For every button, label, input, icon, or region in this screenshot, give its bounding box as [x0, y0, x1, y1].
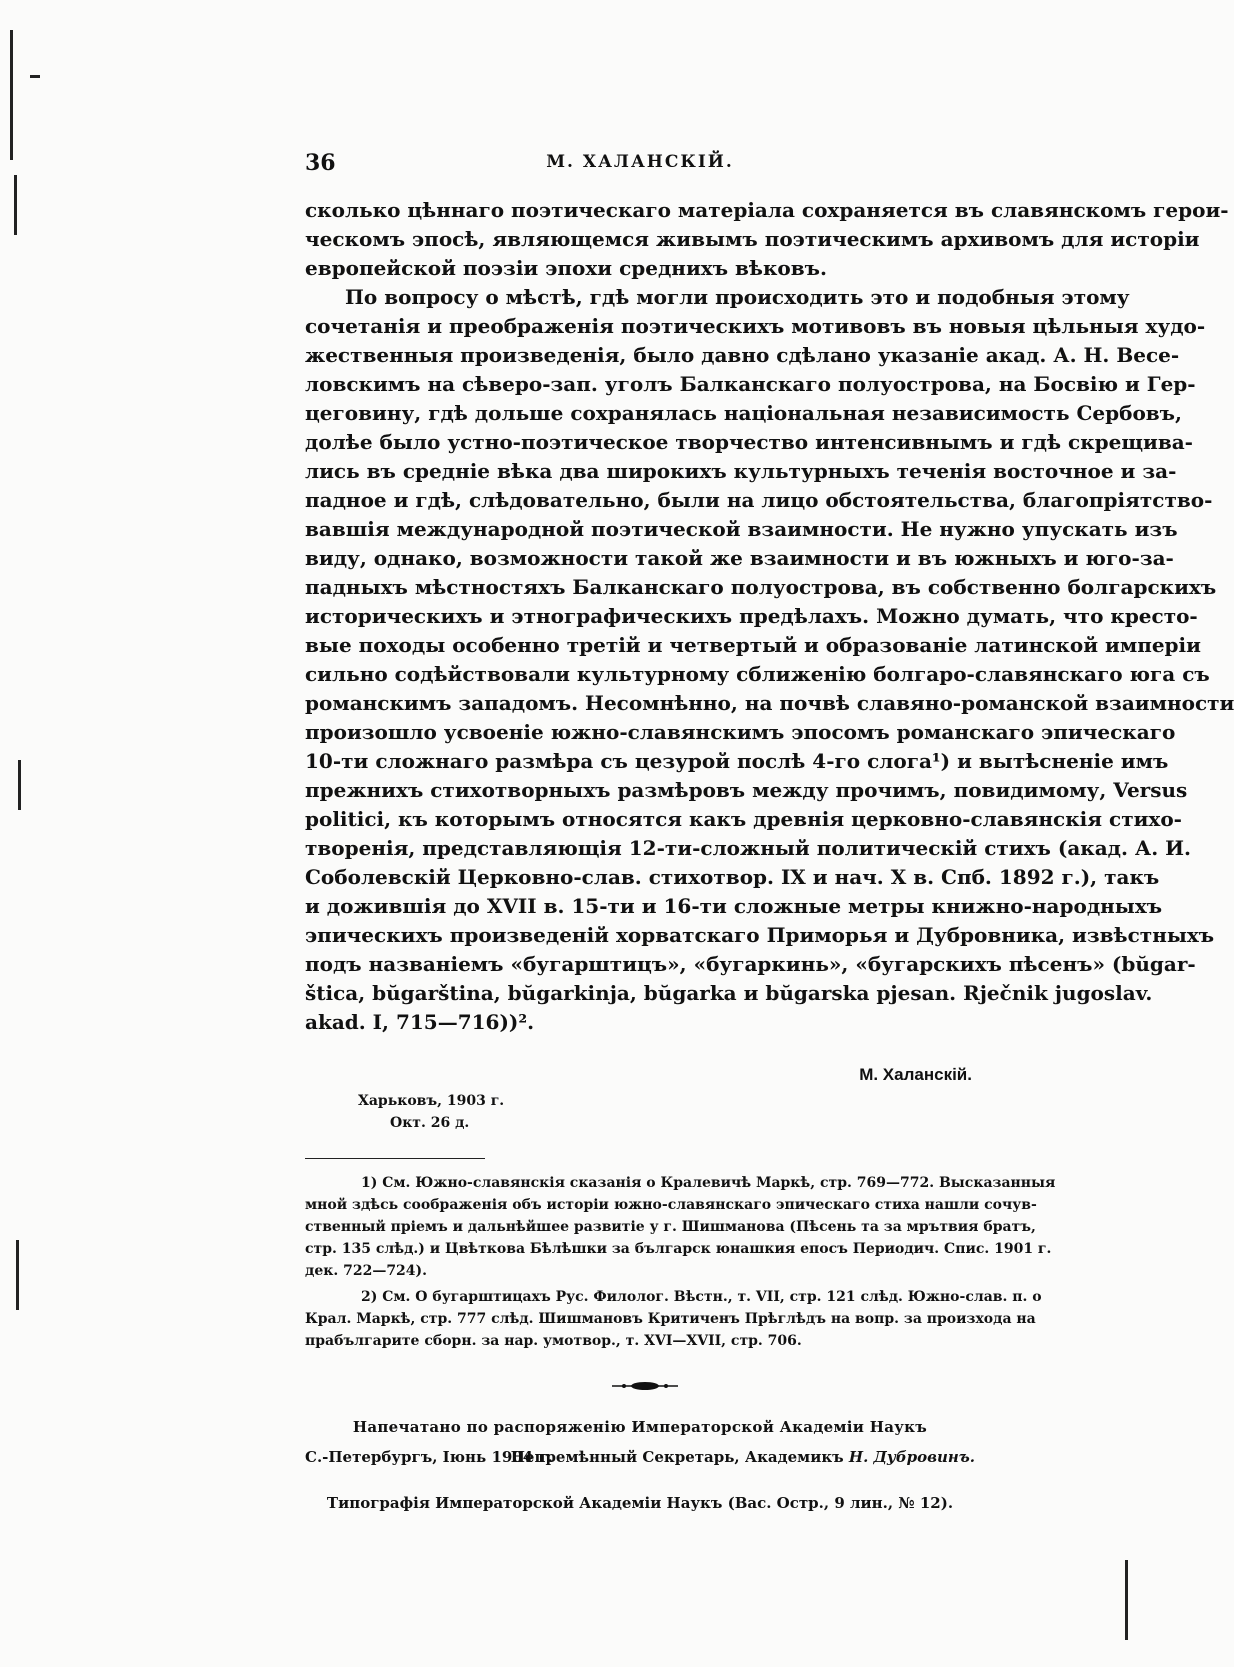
text-line: мной здѣсь соображенія объ исторіи южно-славянскаго эпическаго стиха нашли сочув-	[305, 1197, 1037, 1213]
text-line: подъ названіемъ «бугарштицъ», «бугаркинь», «бугарскихъ пѣсенъ» (bŭgar-	[305, 952, 1196, 976]
scan-edge-mark	[1125, 1560, 1128, 1640]
imprint-secretary	[511, 1448, 975, 1466]
text-line: произошло усвоеніе южно-славянскимъ эпосомъ романскаго эпическаго	[305, 720, 1176, 744]
main-text	[305, 196, 1234, 1037]
author-signature: М. Халанскій.	[859, 1065, 972, 1084]
scan-edge-mark	[18, 760, 21, 810]
scan-edge-mark	[14, 175, 17, 235]
scan-edge-mark	[30, 75, 40, 78]
text-line: štica, bŭgarština, bŭgarkinja, bŭgarka и bŭgarska pjesan. Rječnik jugoslav.	[305, 981, 1153, 1005]
text-line: сколько цѣннаго поэтическаго матеріала сохраняется въ славянскомъ герои-	[305, 198, 1229, 222]
text-line: романскимъ западомъ. Несомнѣнно, на почвѣ славяно-романской взаимности	[305, 691, 1234, 715]
text-line: Соболевскій Церковно-слав. стихотвор. IX и нач. X в. Спб. 1892 г.), такъ	[305, 865, 1160, 889]
text-line: прежнихъ стихотворныхъ размѣровъ между прочимъ, повидимому, Versus	[305, 778, 1188, 802]
running-head: М. ХАЛАНСКІЙ.	[546, 152, 734, 172]
text-line: вые походы особенно третій и четвертый и образованіе латинской имперіи	[305, 633, 1201, 657]
text-line: виду, однако, возможности такой же взаимности и въ южныхъ и юго-за-	[305, 546, 1174, 570]
place-date-line-1: Харьковъ, 1903 г.	[358, 1093, 505, 1109]
secretary-name: Н. Дубровинъ.	[848, 1448, 975, 1466]
text-line: вавшія международной поэтической взаимности. Не нужно упускать изъ	[305, 517, 1178, 541]
scan-edge-mark	[16, 1240, 19, 1310]
text-line: По вопросу о мѣстѣ, гдѣ могли происходить это и подобныя этому	[345, 285, 1130, 309]
text-line: ческомъ эпосѣ, являющемся живымъ поэтическимъ архивомъ для исторіи	[305, 227, 1200, 251]
footnote-2	[305, 1286, 1042, 1352]
secretary-title: Непремѣнный Секретарь, Академикъ	[510, 1448, 844, 1466]
scan-edge-mark	[10, 30, 13, 160]
text-line: сильно содѣйствовали культурному сближенію болгаро-славянскаго юга съ	[305, 662, 1210, 686]
text-line: 1) См. Южно-славянскія сказанія о Кралевичѣ Маркѣ, стр. 769—772. Высказанныя	[361, 1175, 1056, 1191]
page-number: 36	[305, 150, 336, 176]
text-line: историческихъ и этнографическихъ предѣлахъ. Можно думать, что кресто-	[305, 604, 1198, 628]
text-line: жественныя произведенія, было давно сдѣлано указаніе акад. А. Н. Весе-	[305, 343, 1180, 367]
text-line: эпическихъ произведеній хорватскаго Приморья и Дубровника, извѣстныхъ	[305, 923, 1215, 947]
text-line: стр. 135 слѣд.) и Цвѣткова Бѣлѣшки за българск юнашкия епосъ Периодич. Спис. 1901 г.	[305, 1241, 1052, 1257]
text-line: politici, къ которымъ относятся какъ древнія церковно-славянскія стихо-	[305, 807, 1182, 831]
text-line: и дожившія до XVII в. 15-ти и 16-ти сложные метры книжно-народныхъ	[305, 894, 1163, 918]
text-line: 10-ти сложнаго размѣра съ цезурой послѣ 4-го слога¹) и вытѣсненіе имъ	[305, 749, 1169, 773]
text-line: Крал. Маркѣ, стр. 777 слѣд. Шишмановъ Критиченъ Прѣглѣдъ на вопр. за произхода на	[305, 1311, 1036, 1327]
place-date-line-2: Окт. 26 д.	[390, 1115, 470, 1131]
ornament-divider	[610, 1380, 680, 1392]
place-date	[358, 1090, 504, 1134]
text-line: прабългарите сборн. за нар. умотвор., т. XVI—XVII, стр. 706.	[305, 1333, 802, 1349]
text-line: ственный пріемъ и дальнѣйшее развитіе у г. Шишманова (Пѣсень та за мрътвия братъ,	[305, 1219, 1036, 1235]
text-line: 2) См. О бугарштицахъ Рус. Филолог. Вѣстн., т. VII, стр. 121 слѣд. Южно-слав. п. о	[361, 1289, 1042, 1305]
text-line: долѣе было устно-поэтическое творчество интенсивнымъ и гдѣ скрещива-	[305, 430, 1193, 454]
imprint-line: Напечатано по распоряженію Императорской Академіи Наукъ	[352, 1418, 928, 1436]
text-line: дек. 722—724).	[305, 1263, 428, 1279]
text-line: падныхъ мѣстностяхъ Балканскаго полуострова, въ собственно болгарскихъ	[305, 575, 1217, 599]
text-line: сочетанія и преображенія поэтическихъ мотивовъ въ новыя цѣльныя худо-	[305, 314, 1206, 338]
text-line: akad. I, 715—716))².	[305, 1010, 535, 1034]
footnote-rule	[305, 1158, 485, 1159]
page-header	[305, 150, 975, 180]
text-line: лись въ средніе вѣка два широкихъ культурныхъ теченія восточное и за-	[305, 459, 1177, 483]
imprint	[305, 1418, 975, 1472]
imprint-place-date: С.-Петербургъ, Іюнь 1904 г.	[305, 1448, 553, 1466]
footnote-1	[305, 1172, 1056, 1282]
footnotes	[305, 1172, 1056, 1356]
text-line: падное и гдѣ, слѣдовательно, были на лицо обстоятельства, благопріятство-	[305, 488, 1213, 512]
text-line: ловскимъ на сѣверо-зап. уголъ Балканскаго полуострова, на Босвію и Гер-	[305, 372, 1196, 396]
text-line: европейской поэзіи эпохи среднихъ вѣковъ.	[305, 256, 827, 280]
text-line: цеговину, гдѣ дольше сохранялась національная независимость Сербовъ,	[305, 401, 1182, 425]
printer-line: Типографія Императорской Академіи Наукъ (Вас. Остр., 9 лин., № 12).	[326, 1494, 954, 1512]
text-line: творенія, представляющія 12-ти-сложный политическій стихъ (акад. А. И.	[305, 836, 1192, 860]
